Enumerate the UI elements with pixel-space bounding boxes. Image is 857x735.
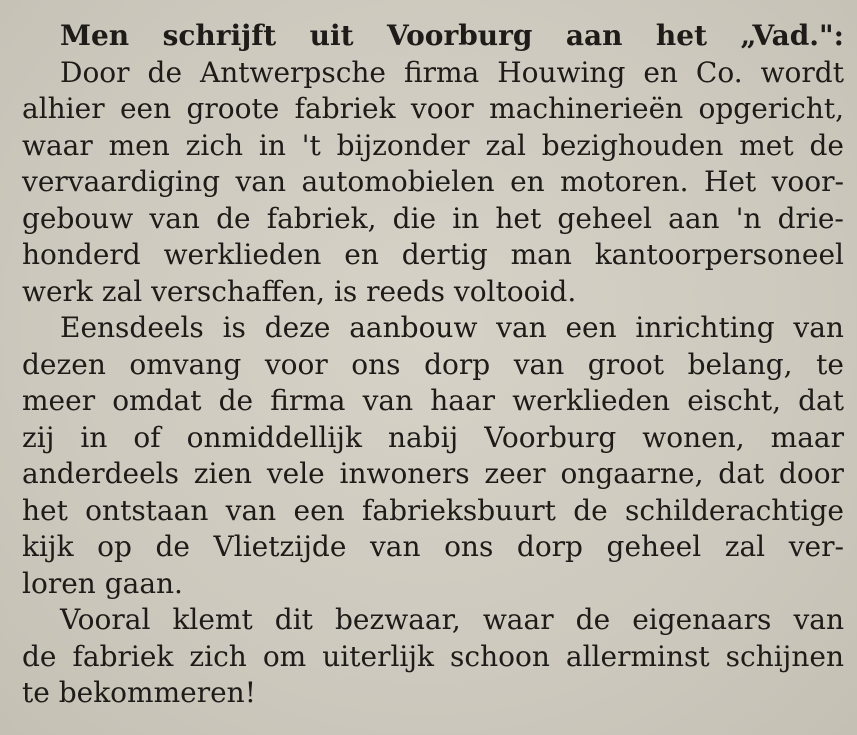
text-line: dezen omvang voor ons dorp van groot belang, te	[22, 347, 844, 381]
text-line: vervaardiging van automobielen en motoren. Het voor-	[22, 165, 844, 198]
paragraph-first-line: Eensdeels is deze aanbouw van een inrichting van	[60, 311, 844, 344]
text-line: te bekommeren!	[22, 676, 256, 709]
text-line: zij in of onmiddellijk nabij Voorburg wonen, maar	[22, 420, 844, 454]
text-line: meer omdat de firma van haar werklieden eischt, dat	[22, 384, 844, 417]
text-line: waar men zich in 't bijzonder zal bezighouden met de	[22, 128, 844, 162]
text-line: anderdeels zien vele inwoners zeer ongaarne, dat door	[22, 457, 844, 490]
text-line: werk zal verschaffen, is reeds voltooid.	[22, 274, 577, 308]
text-line: gebouw van de fabriek, die in het geheel aan 'n drie-	[22, 201, 844, 235]
paragraph-first-line: Vooral klemt dit bezwaar, waar de eigenaars van	[60, 603, 844, 636]
text-line: het ontstaan van een fabrieksbuurt de schilderachtige	[22, 493, 844, 527]
text-line: kijk op de Vlietzijde van ons dorp geheel zal ver-	[22, 530, 844, 563]
text-line: de fabriek zich om uiterlijk schoon allerminst schijnen	[22, 639, 844, 673]
article-heading: Men schrijft uit Voorburg aan het „Vad.":	[60, 19, 844, 52]
text-line: honderd werklieden en dertig man kantoorpersoneel	[22, 238, 844, 271]
text-line: alhier een groote fabriek voor machinerieën opgericht,	[22, 92, 844, 125]
article-text	[22, 18, 844, 712]
paragraph-first-line: Door de Antwerpsche firma Houwing en Co. wordt	[60, 55, 844, 89]
text-line: loren gaan.	[22, 566, 183, 600]
